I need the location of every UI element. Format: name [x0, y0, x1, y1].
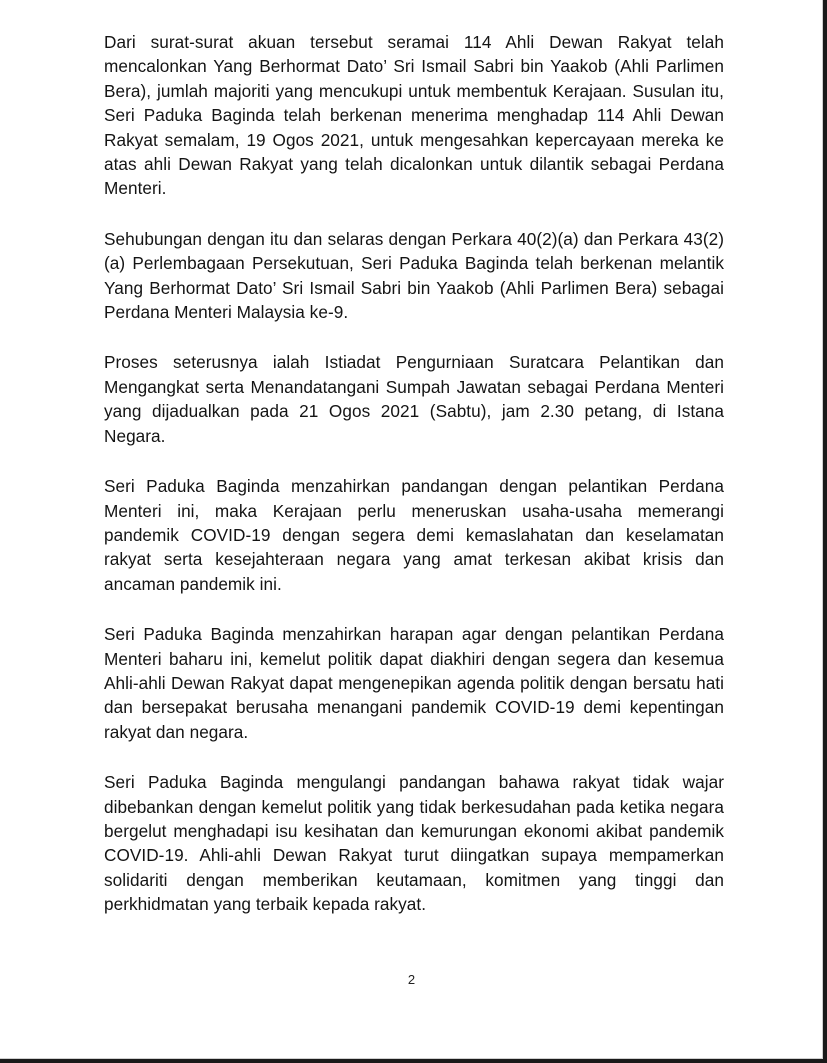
page-edge-right	[823, 0, 827, 1063]
page-number: 2	[407, 972, 416, 987]
paragraph-political-hope: Seri Paduka Baginda menzahirkan harapan agar dengan pelantikan Perdana Menteri baharu ini, kemelut politik dapat diakhiri dengan segera dan kesemua Ahli-ahli Dewan Rakyat dapat mengenepikan agenda politik dengan bersatu hati dan bersepakat berusaha menangani pandemik COVID-19 demi kepentingan rakyat dan negara.	[104, 624, 724, 742]
paragraph-solidarity: Seri Paduka Baginda mengulangi pandangan bahawa rakyat tidak wajar dibebankan dengan kemelut politik yang tidak berkesudahan pada ketika negara bergelut menghadapi isu kesihatan dan kemurungan ekonomi akibat pandemik COVID-19. Ahli-ahli Dewan Rakyat turut diingatkan supaya mempamerkan solidariti dengan memberikan keutamaan, komitmen yang tinggi dan perkhidmatan yang terbaik kepada rakyat.	[104, 772, 724, 915]
page-edge-bottom	[0, 1059, 827, 1063]
document-body	[104, 30, 724, 943]
paragraph-pandemic-priority: Seri Paduka Baginda menzahirkan pandangan dengan pelantikan Perdana Menteri ini, maka Kerajaan perlu meneruskan usaha-usaha memerangi pandemik COVID-19 dengan segera demi kemaslahatan dan keselamatan rakyat serta kesejahteraan negara yang amat terkesan akibat krisis dan ancaman pandemik ini.	[104, 476, 724, 594]
paragraph-appointment: Sehubungan dengan itu dan selaras dengan Perkara 40(2)(a) dan Perkara 43(2)(a) Perlembagaan Persekutuan, Seri Paduka Baginda telah berkenan melantik Yang Berhormat Dato’ Sri Ismail Sabri bin Yaakob (Ahli Parlimen Bera) sebagai Perdana Menteri Malaysia ke-9.	[104, 228, 724, 323]
paragraph-ceremony: Proses seterusnya ialah Istiadat Pengurniaan Suratcara Pelantikan dan Mengangkat serta Menandatangani Sumpah Jawatan sebagai Perdana Menteri yang dijadualkan pada 21 Ogos 2021 (Sabtu), jam 2.30 petang, di Istana Negara.	[104, 352, 724, 446]
paragraph-nominations: Dari surat-surat akuan tersebut seramai 114 Ahli Dewan Rakyat telah mencalonkan Yang Berhormat Dato’ Sri Ismail Sabri bin Yaakob (Ahli Parlimen Bera), jumlah majoriti yang mencukupi untuk membentuk Kerajaan. Susulan itu, Seri Paduka Baginda telah berkenan menerima menghadap 114 Ahli Dewan Rakyat semalam, 19 Ogos 2021, untuk mengesahkan kepercayaan mereka ke atas ahli Dewan Rakyat yang telah dicalonkan untuk dilantik sebagai Perdana Menteri.	[104, 32, 724, 199]
